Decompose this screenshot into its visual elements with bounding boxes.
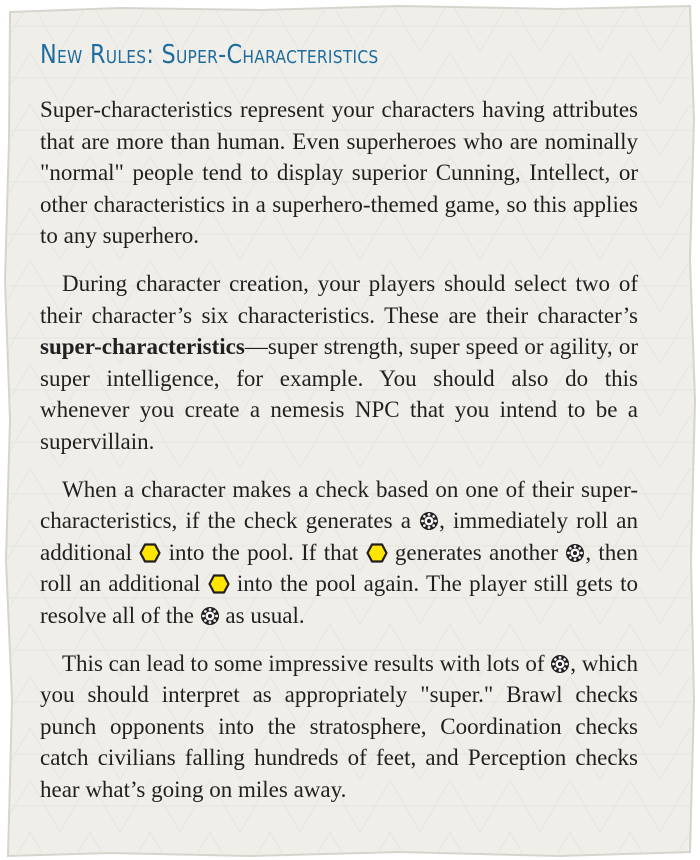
triumph-symbol-icon [565, 543, 585, 563]
triumph-symbol-icon [200, 606, 220, 626]
ability-die-icon [208, 574, 230, 594]
paragraph-intro-text: Super-characteristics represent your characters having attributes that are more than human. Even superheroes who are nominally "normal" people tend to display superior Cunning, Intellect, or other characteristics in a superhero-themed game, so this applies to any superhero. [40, 97, 638, 249]
paragraph-intro [40, 94, 638, 252]
triumph-symbol-icon [550, 654, 570, 674]
sidebar-title: New Rules: Super-Characteristics [40, 40, 379, 70]
sidebar-box [40, 38, 638, 821]
super-characteristics-term: super-characteristics [40, 334, 245, 360]
paragraph-results: This can lead to some impressive results with lots of , which you should interpret as appropriately "super." Brawl checks punch opponents into the stratosphere, Coordination checks catch civilians falling hundreds of feet, and Perception checks hear what’s going on miles away. [40, 650, 638, 802]
ability-die-icon [139, 543, 161, 563]
paragraph-character-creation: During character creation, your players should select two of their character’s six characteristics. These are their character’s super-characteristics—super strength, super speed or agility, or super intelligence, for example. You should also do this whenever you create a nemesis NPC that you intend to be a supervillain. [40, 270, 638, 454]
paragraph-check-rules: When a character makes a check based on one of their super-characteristics, if the check generates a , immediately roll an additional into the pool. If that generates another , then roll an additional into the pool again. The player still gets to resolve all of the as usual. [40, 476, 638, 628]
triumph-symbol-icon [419, 511, 439, 531]
ability-die-icon [366, 543, 388, 563]
